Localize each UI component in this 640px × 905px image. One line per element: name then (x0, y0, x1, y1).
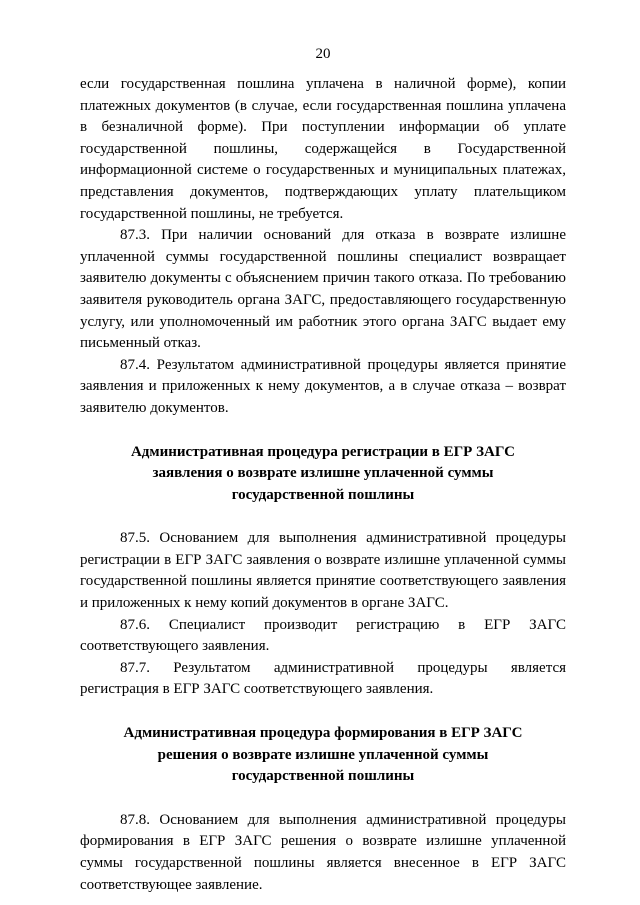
heading-line: заявления о возврате излишне уплаченной суммы (152, 465, 494, 482)
paragraph-87-6: 87.6. Специалист производит регистрацию в ЕГР ЗАГС соответствующего заявления. (80, 616, 566, 655)
section-heading-registration (80, 442, 566, 507)
page-number: 20 (315, 46, 331, 62)
paragraph-87-3: 87.3. При наличии оснований для отказа в возврате излишне уплаченной суммы государственной пошлины специалист возвращает заявителю документы с объяснением причин такого отказа. По требованию заявителя руководитель органа ЗАГС, предоставляющего государственную услугу, или уполномоченный им работник этого органа ЗАГС выдает ему письменный отказ. (80, 227, 566, 352)
heading-line: Административная процедура формирования в ЕГР ЗАГС (123, 725, 523, 742)
heading-line: государственной пошлины (231, 768, 415, 785)
heading-line: государственной пошлины (231, 486, 415, 503)
paragraph-87-8: 87.8. Основанием для выполнения административной процедуры формирования в ЕГР ЗАГС решения о возврате излишне уплаченной суммы государственной пошлины является внесенное в ЕГР ЗАГС соответствующее заявление. (80, 811, 566, 893)
paragraph-87-7: 87.7. Результатом административной процедуры является регистрация в ЕГР ЗАГС соответствующего заявления. (80, 659, 566, 698)
section-heading-decision (80, 723, 566, 788)
paragraph-87-5: 87.5. Основанием для выполнения административной процедуры регистрации в ЕГР ЗАГС заявления о возврате излишне уплаченной суммы государственной пошлины является принятие соответствующего заявления и приложенных к нему копий документов в органе ЗАГС. (80, 530, 566, 612)
paragraph-87-4: 87.4. Результатом административной процедуры является принятие заявления и приложенных к нему документов, а в случае отказа – возврат заявителю документов. (80, 356, 566, 416)
heading-line: решения о возврате излишне уплаченной суммы (157, 746, 489, 763)
body-text (80, 74, 566, 896)
heading-line: Административная процедура регистрации в ЕГР ЗАГС (130, 443, 516, 460)
paragraph-continuation: если государственная пошлина уплачена в наличной форме), копии платежных документов (в случае, если государственная пошлина уплачена в безналичной форме). При поступлении информации об уплате государственной пошлины, содержащейся в Государственной информационной системе о государственных и муниципальных платежах, представления документов, подтверждающих уплату плательщиком государственной пошлины, не требуется. (80, 76, 566, 222)
